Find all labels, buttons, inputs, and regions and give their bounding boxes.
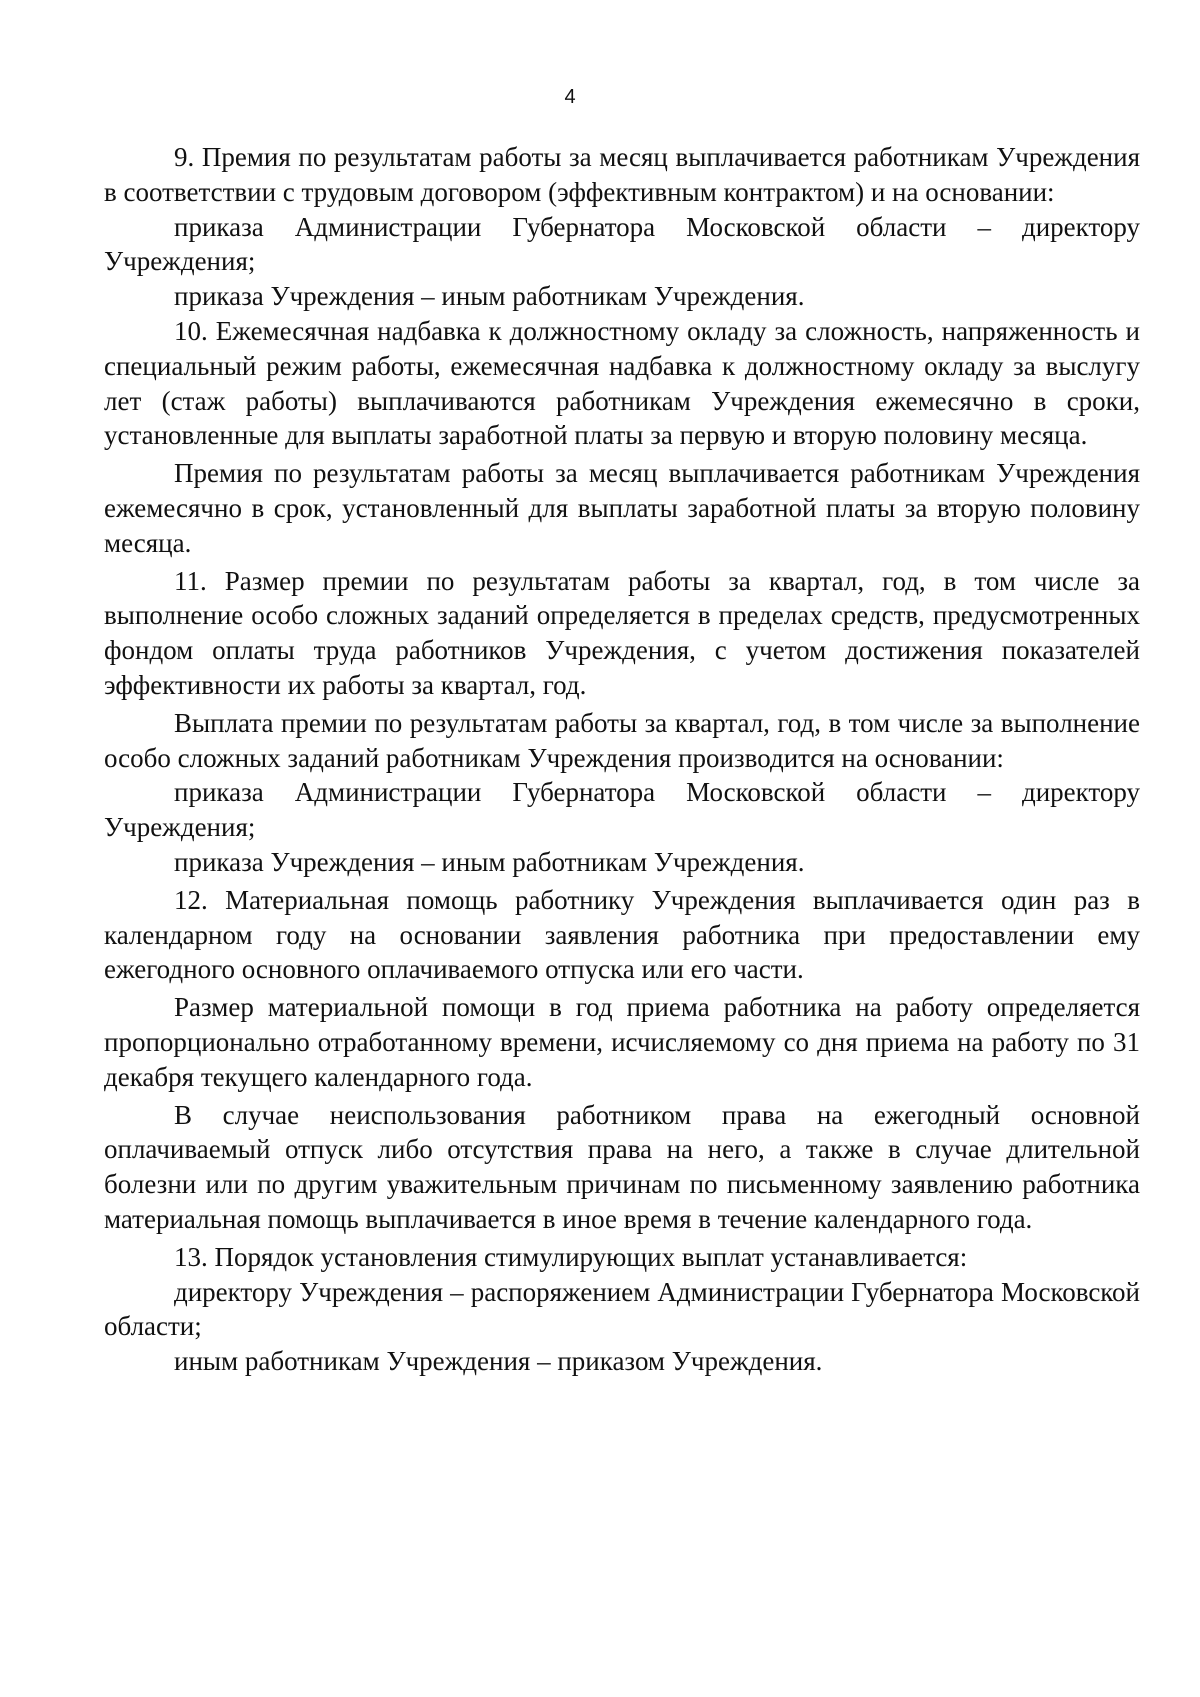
paragraph-9: 9. Премия по результатам работы за месяц выплачивается работникам Учреждения в соответствии с трудовым договором (эффективным контрактом) и на основании:	[104, 142, 1140, 207]
paragraph-11-payment: Выплата премии по результатам работы за квартал, год, в том числе за выполнение особо сложных заданий работникам Учреждения производится на основании:	[104, 707, 1140, 773]
paragraph-11-order-director: приказа Администрации Губернатора Московской области – директору Учреждения;	[104, 777, 1140, 843]
paragraph-12-amount: Размер материальной помощи в год приема работника на работу определяется пропорционально отработанному времени, исчисляемому со дня приема на работу по 31 декабря текущего календарного года.	[104, 992, 1140, 1092]
paragraph-10: 10. Ежемесячная надбавка к должностному окладу за сложность, напряженность и специальный режим работы, ежемесячная надбавка к должностному окладу за выслугу лет (стаж работы) выплачиваются работникам Учреждения ежемесячно в сроки, установленные для выплаты заработной платы за первую и вторую половину месяца.	[104, 315, 1140, 451]
paragraph-9-order-staff: приказа Учреждения – иным работникам Учреждения.	[174, 281, 805, 312]
paragraph-13-staff: иным работникам Учреждения – приказом Учреждения.	[174, 1346, 823, 1377]
paragraph-9-order-director: приказа Администрации Губернатора Московской области – директору Учреждения;	[104, 211, 1140, 277]
paragraph-13: 13. Порядок установления стимулирующих выплат устанавливается:	[174, 1241, 968, 1272]
paragraph-11-order-staff: приказа Учреждения – иным работникам Учреждения.	[174, 846, 805, 877]
paragraph-11: 11. Размер премии по результатам работы за квартал, год, в том числе за выполнение особо сложных заданий определяется в пределах средств, предусмотренных фондом оплаты труда работников Учреждения, с учетом достижения показателей эффективности их работы за квартал, год.	[104, 565, 1140, 700]
paragraph-10-bonus: Премия по результатам работы за месяц выплачивается работникам Учреждения ежемесячно в срок, установленный для выплаты заработной платы за вторую половину месяца.	[104, 458, 1140, 558]
paragraph-12: 12. Материальная помощь работнику Учреждения выплачивается один раз в календарном году на основании заявления работника при предоставлении ему ежегодного основного оплачиваемого отпуска или его части.	[104, 884, 1140, 985]
paragraph-12-exception: В случае неиспользования работником права на ежегодный основной оплачиваемый отпуск либо отсутствия права на него, а также в случае длительной болезни или по другим уважительным причинам по письменному заявлению работника материальная помощь выплачивается в иное время в течение календарного года.	[104, 1099, 1140, 1234]
page-number: 4	[564, 86, 576, 108]
document-body	[104, 140, 1140, 1379]
paragraph-13-director: директору Учреждения – распоряжением Администрации Губернатора Московской области;	[104, 1276, 1140, 1342]
